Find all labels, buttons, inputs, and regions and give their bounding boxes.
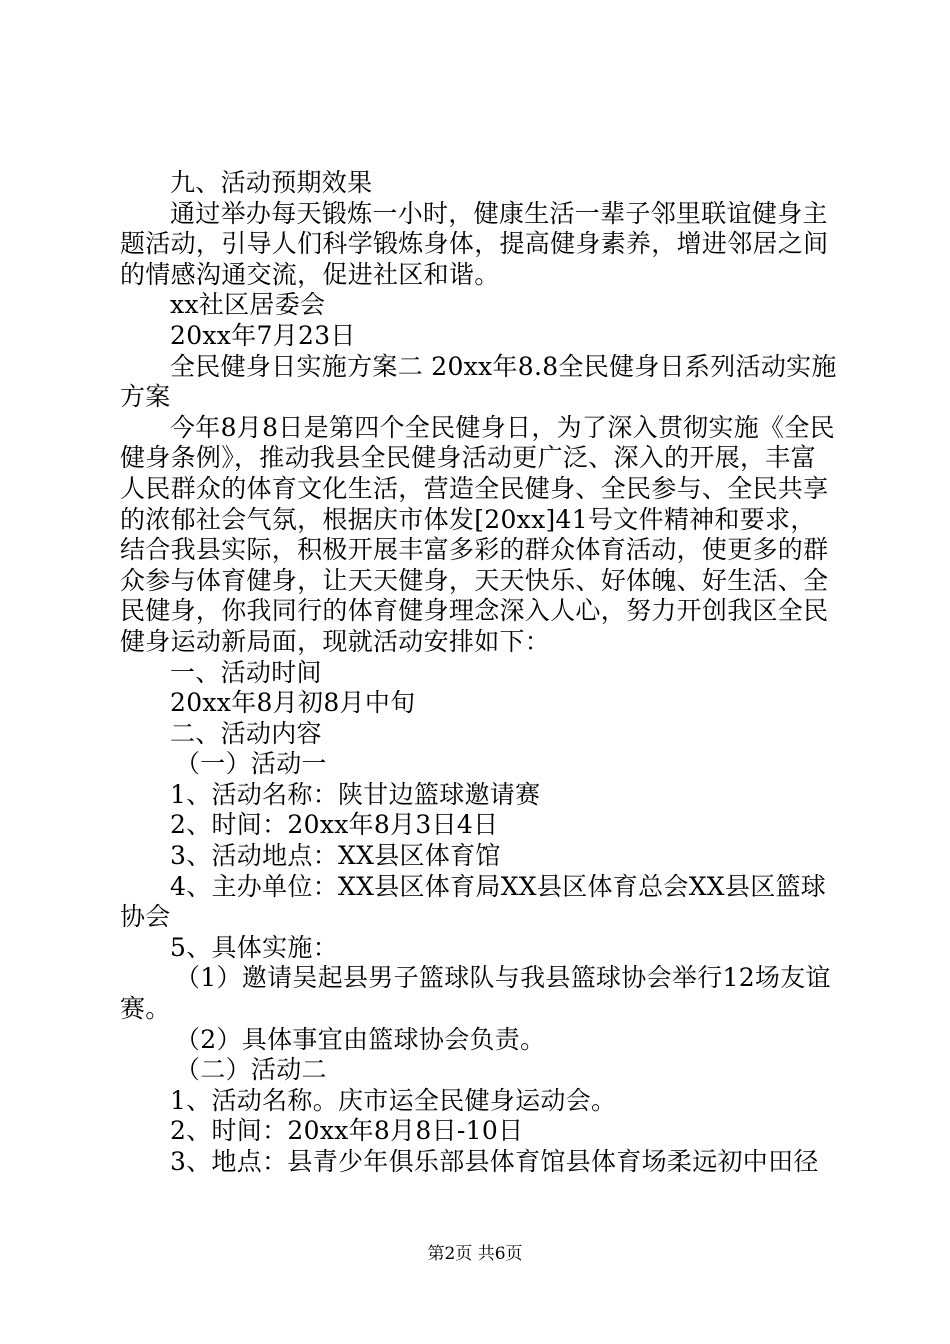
list-item: 3、活动地点：XX县区体育馆 — [170, 841, 501, 871]
activity-time-value: 20xx年8月初8月中旬 — [170, 688, 416, 718]
list-item: 4、主办单位：XX县区体育局XX县区体育总会XX县区篮球协会 — [120, 871, 827, 932]
plan-title: 全民健身日实施方案二 20xx年8.8全民健身日系列活动实施方案 — [120, 351, 837, 412]
paragraph-introduction: 今年8月8日是第四个全民健身日，为了深入贯彻实施《全民健身条例》，推动我县全民健身活动更广泛、深入的开展，丰富人民群众的体育文化生活，营造全民健身、全民参与、全民共享的浓郁社会气氛，根据庆市体发[20xx]41号文件精神和要求，结合我县实际，积极开展丰富多彩的群众体育活动，使更多的群众参与体育健身，让天天健身，天天快乐、好体魄、好生活、全民健身，你我同行的体育健身理念深入人心，努力开创我区全民健身运动新局面，现就活动安排如下： — [120, 412, 835, 656]
list-item: 5、具体实施： — [170, 932, 339, 962]
page-number-footer: 第2页 共6页 — [427, 1244, 523, 1264]
list-item: 3、地点：县青少年俱乐部县体育馆县体育场柔远初中田径 — [170, 1147, 819, 1176]
list-item: （2）具体事宜由篮球协会负责。 — [175, 1024, 546, 1054]
section-heading-expected-effect: 九、活动预期效果 — [170, 168, 373, 197]
list-item: （1）邀请吴起县男子篮球队与我县篮球协会举行12场友谊赛。 — [120, 963, 831, 1024]
list-item: 2、时间：20xx年8月3日4日 — [170, 810, 499, 840]
subsection-activity-two: （二）活动二 — [175, 1055, 327, 1085]
document-body — [120, 168, 840, 1178]
subsection-activity-one: （一）活动一 — [175, 749, 327, 779]
list-item: 1、活动名称。庆市运全民健身运动会。 — [170, 1085, 617, 1115]
list-item: 2、时间：20xx年8月8日-10日 — [170, 1116, 524, 1146]
issue-date: 20xx年7月23日 — [170, 320, 356, 350]
section-heading-activity-time: 一、活动时间 — [170, 657, 322, 687]
section-heading-activity-content: 二、活动内容 — [170, 718, 322, 748]
issuer-name: xx社区居委会 — [170, 290, 326, 320]
list-item: 1、活动名称：陕甘边篮球邀请赛 — [170, 779, 541, 809]
paragraph-expected-effect: 通过举办每天锻炼一小时，健康生活一辈子邻里联谊健身主题活动，引导人们科学锻炼身体，提高健身素养，增进邻居之间的情感沟通交流，促进社区和谐。 — [120, 198, 829, 289]
